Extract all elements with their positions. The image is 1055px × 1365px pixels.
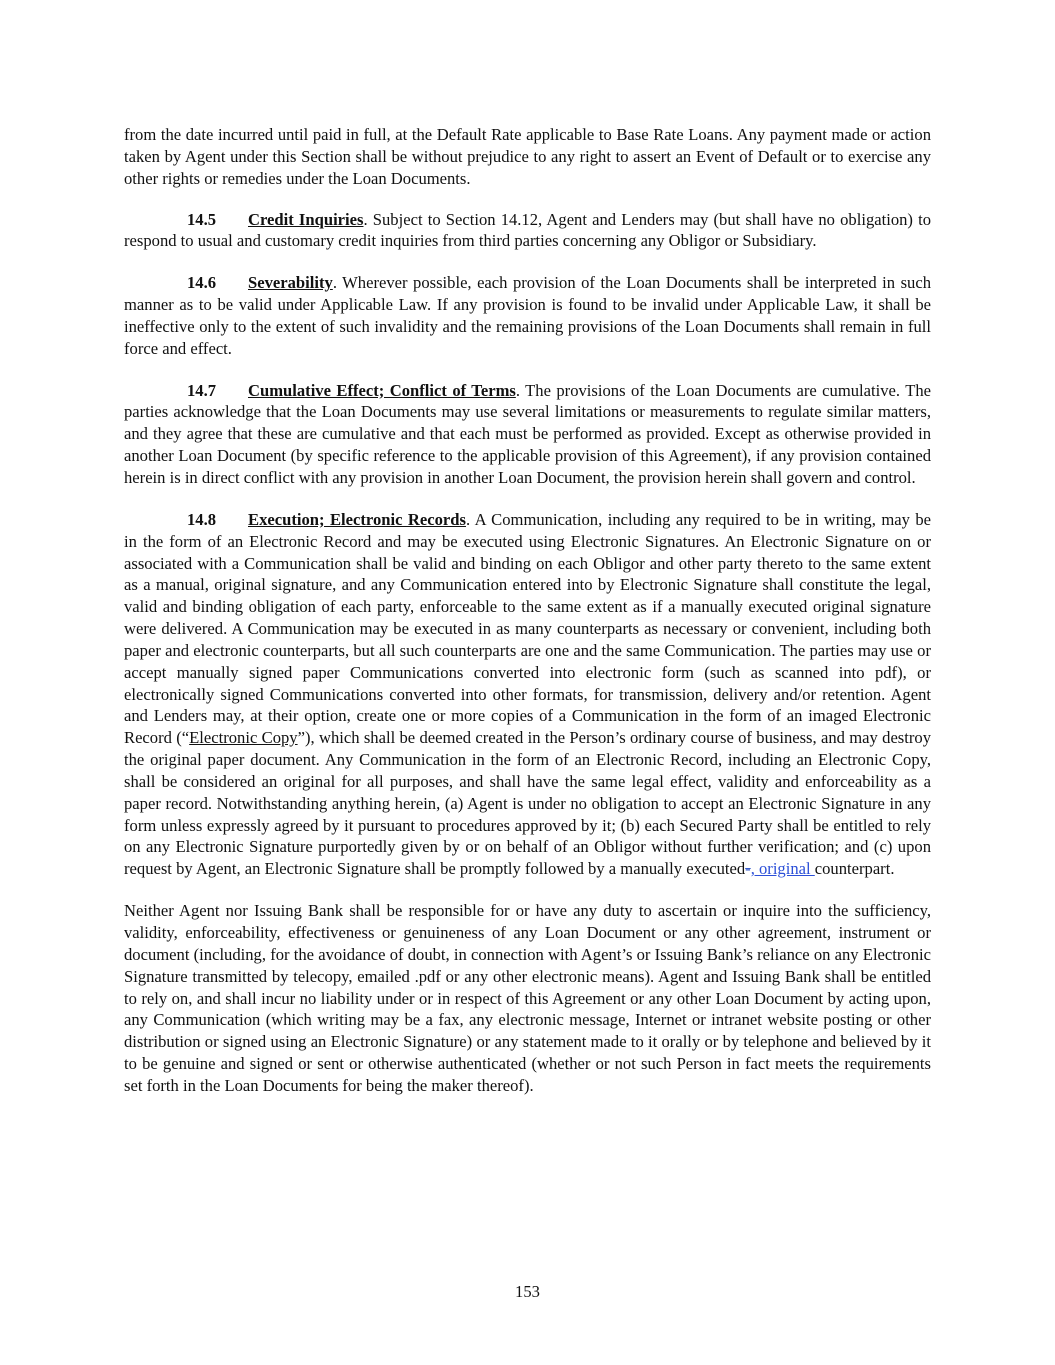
defined-term-electronic-copy: Electronic Copy: [189, 728, 298, 748]
section-heading: Severability: [248, 273, 333, 293]
section-text: . Subject to Section 14.12, Agent and Lenders may (but shall have no obligation) to respond to usual and customary credit inquiries from third parties concerning any Obligor or Subsidiary.: [124, 209, 931, 251]
section-text-a: . A Communication, including any required to be in writing, may be in the form of an Electronic Record and may be executed using Electronic Signatures. An Electronic Signature on or associated with a Communication shall be valid and binding on each Obligor and other party thereto to the same extent as a manual, original signature, and any Communication entered into by Electronic Signature shall constitute the legal, valid and binding obligation of each party, enforceable to the same extent as if a manually executed original signature were delivered. A Communication may be executed in as many counterparts as necessary or convenient, including both paper and electronic counterparts, but all such counterparts are one and the same Communication. The parties may use or accept manually signed paper Communications converted into electronic form (such as scanned into pdf), or electronically signed Communications converted into other formats, for transmission, delivery and/or retention. Agent and Lenders may, at their option, create one or more copies of a Communication in the form of an imaged Electronic Record (“: [124, 509, 931, 748]
paragraph-reliance: Neither Agent nor Issuing Bank shall be responsible for or have any duty to ascertain or inquire into the sufficiency, validity, enforceability, effectiveness or genuineness of any Loan Document or any other agreement, instrument or document (including, for the avoidance of doubt, in connection with Agent’s or Issuing Bank’s reliance on any Electronic Signature transmitted by telecopy, emailed .pdf or any other electronic means). Agent and Issuing Bank shall be entitled to rely on, and shall incur no liability under or in respect of this Agreement or any other Loan Document by acting upon, any Communication (which writing may be a fax, any electronic message, Internet or intranet website posting or other distribution or signed using an Electronic Signature) or any statement made to it orally or by telephone and believed by it to be genuine and signed or sent or otherwise authenticated (whether or not such Person in fact meets the requirements set forth in the Loan Documents for being the maker thereof).: [124, 901, 931, 1095]
section-number: 14.8: [187, 509, 217, 529]
section-14-5: [124, 209, 931, 253]
paragraph-continuation: from the date incurred until paid in full, at the Default Rate applicable to Base Rate Loans. Any payment made or action taken by Agent under this Section shall be without prejudice to any right to assert an Event of Default or to exercise any other rights or remedies under the Loan Documents.: [124, 125, 931, 188]
section-heading: Credit Inquiries: [248, 209, 364, 229]
section-heading: Cumulative Effect; Conflict of Terms: [248, 380, 516, 400]
section-text: . The provisions of the Loan Documents are cumulative. The parties acknowledge that the Loan Documents may use several limitations or measurements to regulate similar matters, and they agree that these are cumulative and that each must be performed as provided. Except as otherwise provided in another Loan Document (by specific reference to the applicable provision of this Agreement), if any provision contained herein is in direct conflict with any provision in another Loan Document, the provision herein shall govern and control.: [124, 380, 931, 487]
section-number: 14.5: [187, 209, 217, 229]
section-14-8: [124, 509, 931, 880]
section-number: 14.6: [187, 273, 217, 293]
section-14-6: [124, 272, 931, 359]
document-body: [124, 124, 931, 1117]
section-text: . Wherever possible, each provision of the Loan Documents shall be interpreted in such manner as to be valid under Applicable Law. If any provision is found to be invalid under Applicable Law, it shall be ineffective only to the extent of such invalidity and the remaining provisions of the Loan Documents shall remain in full force and effect.: [124, 273, 931, 358]
section-number: 14.7: [187, 380, 217, 400]
tracked-deletion: -: [745, 859, 751, 879]
section-text-c: counterpart.: [814, 859, 895, 879]
section-14-7: [124, 380, 931, 489]
section-heading: Execution; Electronic Records: [248, 509, 466, 529]
page-number: 153: [515, 1282, 540, 1301]
section-text-b: ”), which shall be deemed created in the Person’s ordinary course of business, and may destroy the original paper document. Any Communication in the form of an Electronic Record, including an Electronic Copy, shall be considered an original for all purposes, and shall have the same legal effect, validity and enforceability as a paper record. Notwithstanding anything herein, (a) Agent is under no obligation to accept an Electronic Signature in any form unless expressly agreed by it pursuant to procedures approved by it; (b) each Secured Party shall be entitled to rely on any Electronic Signature purportedly given by or on behalf of an Obligor without further verification; and (c) upon request by Agent, an Electronic Signature shall be promptly followed by a manually executed: [124, 728, 931, 879]
tracked-insertion: , original: [750, 859, 815, 879]
